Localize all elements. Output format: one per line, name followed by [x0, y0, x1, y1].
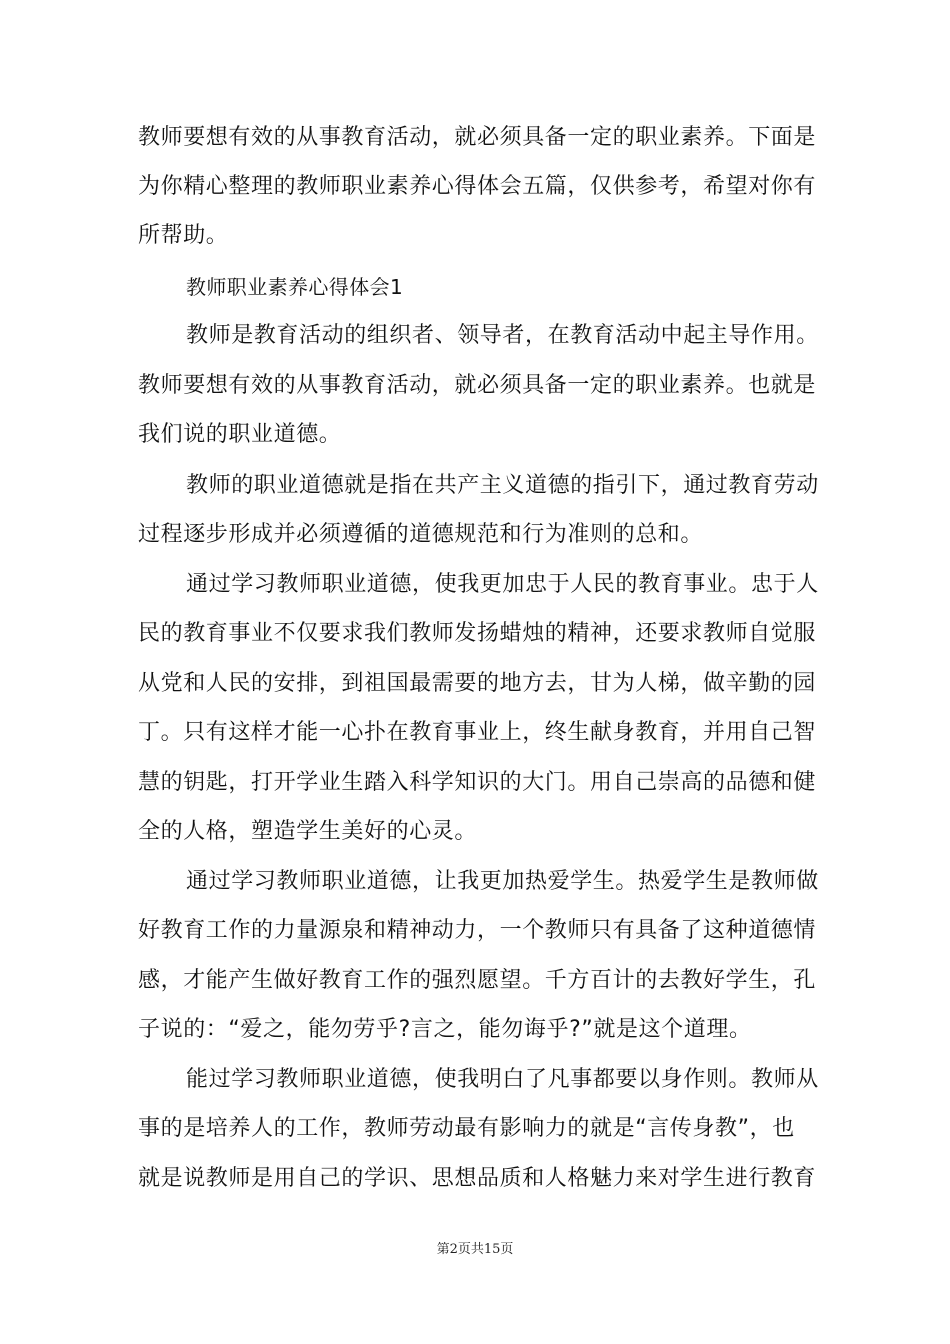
text-line: 丁。只有这样才能一心扑在教育事业上，终生献身教育，并用自己智	[138, 720, 817, 745]
text-line: 通过学习教师职业道德，让我更加热爱学生。热爱学生是教师做	[186, 869, 819, 894]
text-line: 就是说教师是用自己的学识、思想品质和人格魅力来对学生进行教育	[138, 1166, 817, 1191]
text-line: 慧的钥匙，打开学业生踏入科学知识的大门。用自己崇高的品德和健	[138, 770, 817, 795]
page-number-footer: 第2页共15页	[436, 1242, 514, 1257]
text-line: 教师要想有效的从事教育活动，就必须具备一定的职业素养。下面是	[138, 125, 817, 150]
text-line: 我们说的职业道德。	[138, 422, 342, 447]
text-line: 为你精心整理的教师职业素养心得体会五篇，仅供参考，希望对你有	[138, 174, 817, 199]
text-line: 能过学习教师职业道德，使我明白了凡事都要以身作则。教师从	[186, 1067, 819, 1092]
text-line: 过程逐步形成并必须遵循的道德规范和行为准则的总和。	[138, 522, 704, 547]
text-line: 子说的：“爱之，能勿劳乎?言之，能勿诲乎?”就是这个道理。	[138, 1017, 752, 1042]
text-line: 所帮助。	[138, 223, 229, 248]
text-line: 全的人格，塑造学生美好的心灵。	[138, 819, 478, 844]
section-heading: 教师职业素养心得体会1	[186, 275, 404, 299]
text-line: 教师要想有效的从事教育活动，就必须具备一定的职业素养。也就是	[138, 373, 817, 398]
text-line: 从党和人民的安排，到祖国最需要的地方去，甘为人梯，做辛勤的园	[138, 671, 817, 696]
text-line: 教师的职业道德就是指在共产主义道德的指引下，通过教育劳动	[186, 473, 819, 498]
text-line: 通过学习教师职业道德，使我更加忠于人民的教育事业。忠于人	[186, 572, 819, 597]
text-line: 教师是教育活动的组织者、领导者，在教育活动中起主导作用。	[186, 323, 819, 348]
text-line: 感，才能产生做好教育工作的强烈愿望。千方百计的去教好学生，孔	[138, 968, 817, 993]
text-line: 民的教育事业不仅要求我们教师发扬蜡烛的精神，还要求教师自觉服	[138, 621, 817, 646]
text-line: 好教育工作的力量源泉和精神动力，一个教师只有具备了这种道德情	[138, 918, 817, 943]
text-line: 事的是培养人的工作，教师劳动最有影响力的就是“言传身教”，也	[138, 1116, 795, 1141]
